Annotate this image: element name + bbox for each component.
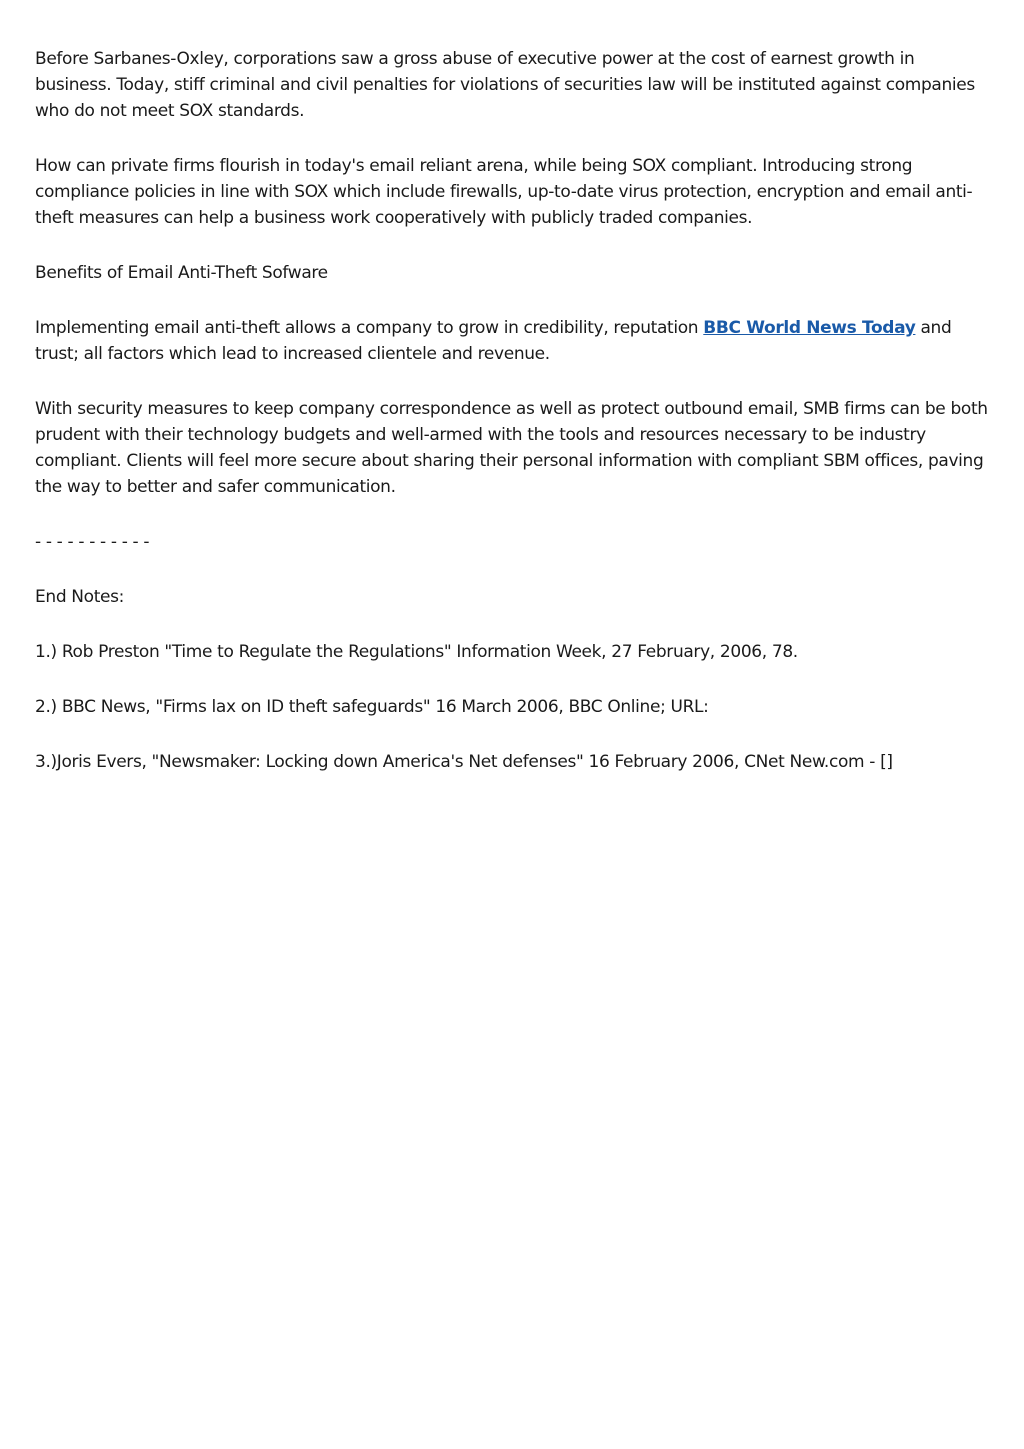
paragraph-private-firms: How can private firms flourish in today's email reliant arena, while being SOX compliant. Introducing strong compliance policies in line with SOX which include firewalls, up-to-date virus protection, encryption and email anti-theft measures can help a business work cooperatively with publicly traded companies. — [35, 156, 973, 228]
paragraph-security-measures: With security measures to keep company correspondence as well as protect outbound email, SMB firms can be both prudent with their technology budgets and well-armed with the tools and resources necessary to be industry compliant. Clients will feel more secure about sharing their personal information with compliant SBM offices, paving the way to better and safer communication. — [35, 399, 988, 497]
paragraph-sox-intro: Before Sarbanes-Oxley, corporations saw a gross abuse of executive power at the cost of earnest growth in business. Today, stiff criminal and civil penalties for violations of securities law will be instituted against companies who do not meet SOX standards. — [35, 49, 975, 121]
endnote-item: 3.)Joris Evers, "Newsmaker: Locking down America's Net defenses" 16 February 2006, CNet New.com - [] — [35, 752, 893, 772]
section-heading: Benefits of Email Anti-Theft Sofware — [35, 263, 328, 283]
document-page — [35, 46, 995, 804]
paragraph-benefits-text-start: Implementing email anti-theft allows a company to grow in credibility, reputation — [35, 318, 704, 338]
endnotes-label: End Notes: — [35, 587, 125, 607]
endnote-item: 1.) Rob Preston "Time to Regulate the Regulations" Information Week, 27 February, 2006, 78. — [35, 642, 798, 662]
paragraph-benefits-text-end: and trust; all factors which lead to increased clientele and revenue. — [35, 318, 952, 364]
endnote-item: 2.) BBC News, "Firms lax on ID theft safeguards" 16 March 2006, BBC Online; URL: — [35, 697, 709, 717]
bbc-world-news-link[interactable]: BBC World News Today — [703, 318, 916, 338]
separator-dashes: - - - - - - - - - - - — [35, 532, 150, 552]
paragraph-benefits — [35, 315, 995, 367]
